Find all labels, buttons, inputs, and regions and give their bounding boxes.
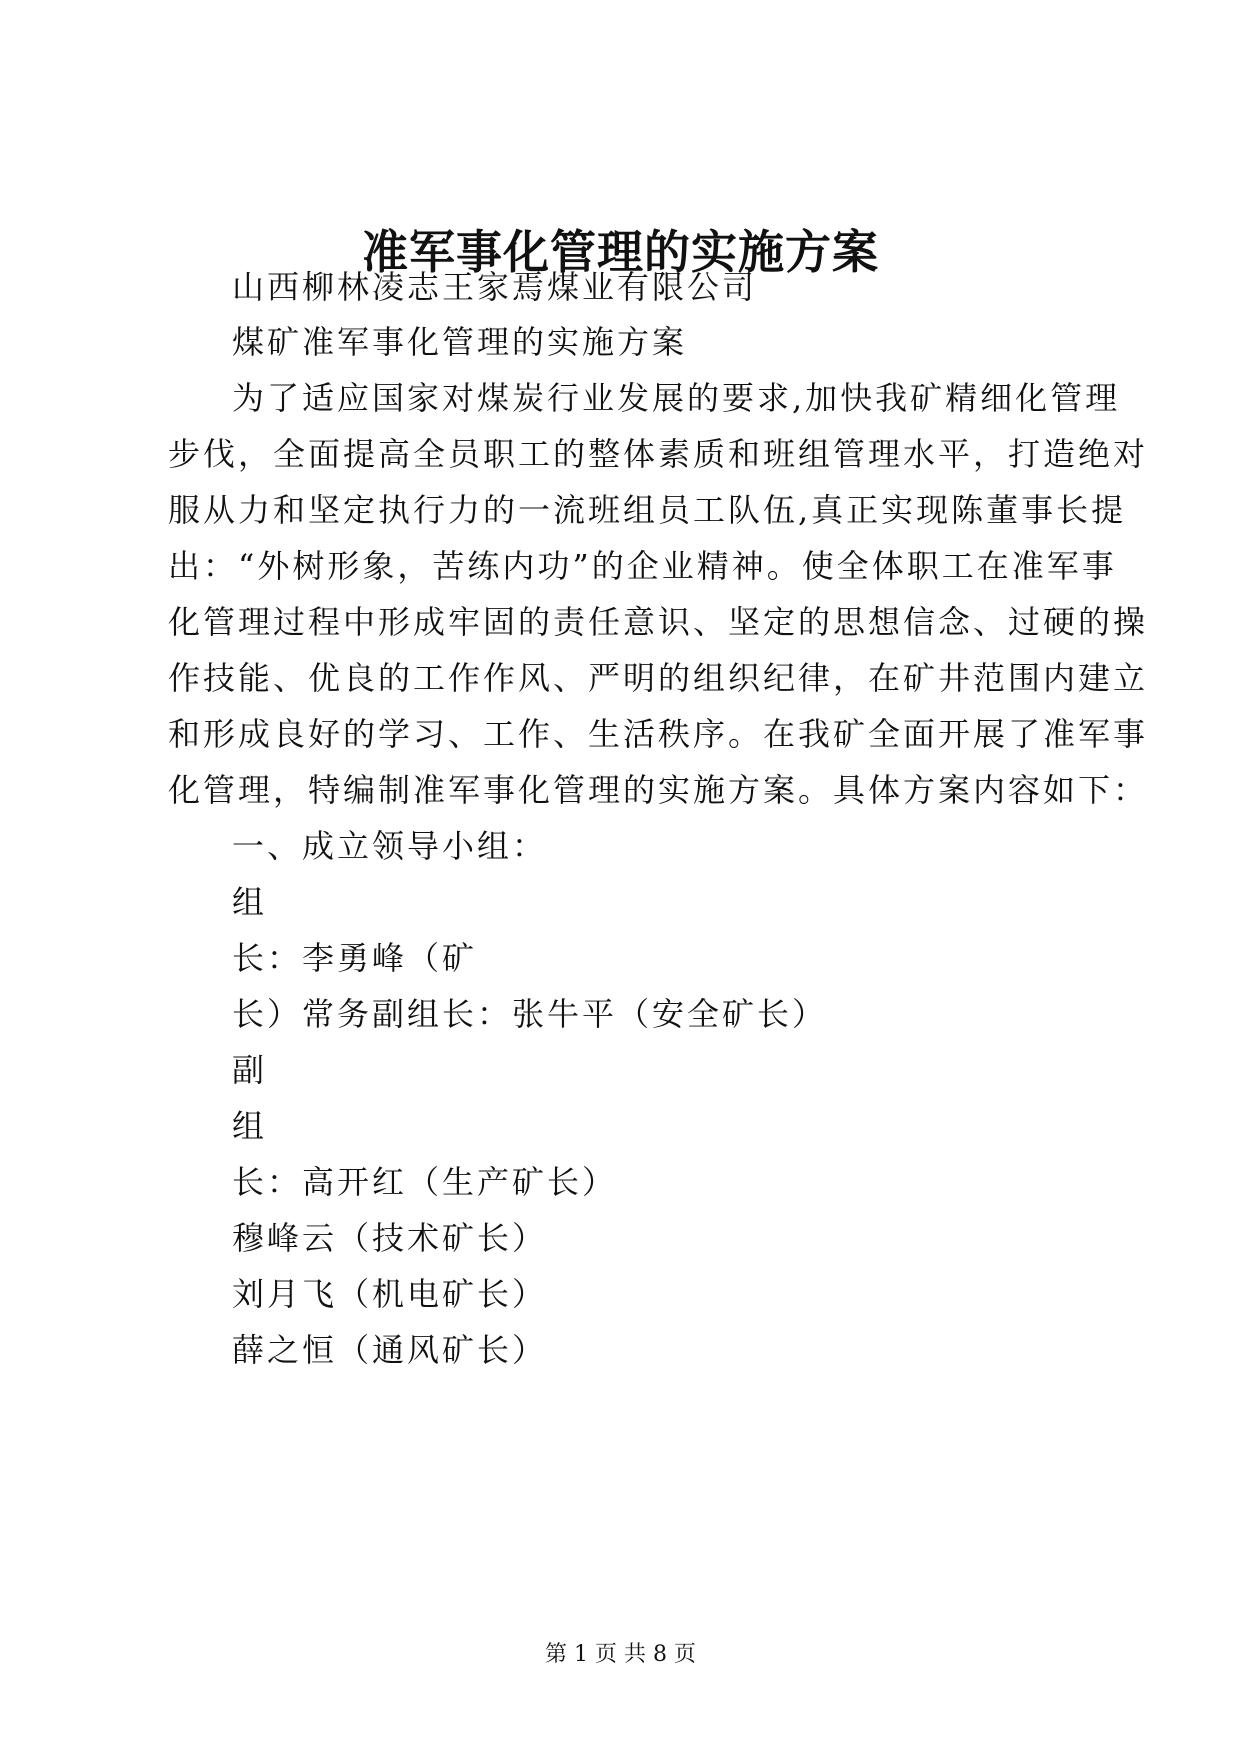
list-item: 长）常务副组长：张牛平（安全矿长）	[232, 995, 828, 1033]
list-item: 刘月飞（机电矿长）	[232, 1275, 548, 1313]
list-item: 薛之恒（通风矿长）	[232, 1331, 548, 1369]
list-item: 组	[232, 1107, 268, 1145]
body-paragraph-line-2: 步伐，全面提高全员职工的整体素质和班组管理水平，打造绝对	[168, 435, 1149, 473]
body-paragraph-line-4: 出：“外树形象，苦练内功”的企业精神。使全体职工在准军事	[168, 547, 1117, 585]
list-item: 组	[232, 883, 268, 921]
body-paragraph-line-6: 作技能、优良的工作作风、严明的组织纪律，在矿井范围内建立	[168, 659, 1149, 697]
page-number-footer: 第 1 页 共 8 页	[545, 1642, 696, 1667]
body-paragraph-line-3: 服从力和坚定执行力的一流班组员工队伍,真正实现陈董事长提	[168, 491, 1127, 529]
list-item: 长：李勇峰（矿	[232, 939, 478, 977]
list-item: 长：高开红（生产矿长）	[232, 1163, 618, 1201]
body-paragraph-line-1: 为了适应国家对煤炭行业发展的要求,加快我矿精细化管理	[232, 379, 1121, 417]
list-item: 穆峰云（技术矿长）	[232, 1219, 548, 1257]
list-item: 副	[232, 1051, 268, 1089]
body-paragraph-line-8: 化管理，特编制准军事化管理的实施方案。具体方案内容如下：	[168, 771, 1149, 809]
body-paragraph-line-5: 化管理过程中形成牢固的责任意识、坚定的思想信念、过硬的操	[168, 603, 1149, 641]
body-paragraph-line-7: 和形成良好的学习、工作、生活秩序。在我矿全面开展了准军事	[168, 715, 1149, 753]
document-title: 准军事化管理的实施方案	[362, 225, 879, 279]
company-name-line: 山西柳林凌志王家焉煤业有限公司	[232, 268, 758, 306]
section-heading-1: 一、成立领导小组：	[232, 827, 548, 865]
plan-name-line: 煤矿准军事化管理的实施方案	[232, 323, 688, 361]
